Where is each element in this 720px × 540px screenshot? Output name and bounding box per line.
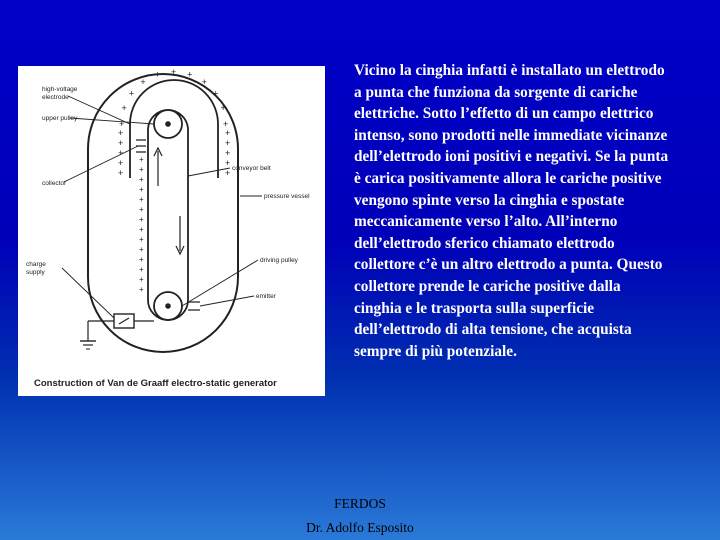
charge-plus-mark: +	[139, 195, 144, 204]
charge-plus-mark: +	[139, 235, 144, 244]
charge-plus-mark: +	[225, 148, 231, 158]
label-upper-pulley: upper pulley	[42, 115, 78, 122]
label-driving-pulley: driving pulley	[260, 257, 298, 264]
charge-plus-mark: +	[139, 275, 144, 284]
charge-plus-mark: +	[139, 225, 144, 234]
charge-plus-mark: +	[225, 158, 231, 168]
charge-plus-mark: +	[139, 245, 144, 254]
charge-plus-mark: +	[139, 175, 144, 184]
label-pressure-vessel: pressure vessel	[264, 193, 310, 200]
footer-author: Dr. Adolfo Esposito	[306, 520, 414, 535]
belt-charges	[139, 155, 144, 294]
charge-plus-mark: +	[139, 205, 144, 214]
van-de-graaff-figure	[18, 66, 325, 396]
body-text: Vicino la cinghia infatti è installato un elettrodo a punta che funziona da sorgente di cariche elettriche. Sotto l’effetto di un campo elettrico intenso, sono prodotti nelle immediate vicinanze dell’elettrodo ioni positivi e negativi. Se la punta è carica positivamente allora le cariche positive vengono spinte verso la cinghia e spostate meccanicamente verso l’alto. All’interno dell’elettrodo sferico chiamato elettrodo collettore c’è un altro elettrodo a punta. Questo collettore prende le cariche positive dalla cinghia e le trasporta sulla superficie dell’elettrodo di alta tensione, che acquista sempre di più potenziale.	[354, 62, 669, 360]
label-conveyor-belt: conveyor belt	[232, 165, 271, 172]
charge-plus-mark: +	[139, 285, 144, 294]
label-collector: collector	[42, 180, 67, 187]
label-high-voltage-electrode-2: electrode	[42, 94, 69, 101]
charge-plus-mark: +	[154, 69, 161, 80]
charge-plus-mark: +	[171, 67, 177, 77]
charge-plus-mark: +	[118, 138, 124, 148]
charge-plus-mark: +	[121, 102, 127, 113]
charge-plus-mark: +	[139, 215, 144, 224]
charge-plus-mark: +	[225, 168, 231, 178]
charge-plus-mark: +	[139, 265, 144, 274]
footer-org: FERDOS	[334, 496, 386, 511]
label-high-voltage-electrode-1: high-voltage	[42, 86, 78, 93]
figure-caption: Construction of Van de Graaff electro-static generator	[34, 378, 277, 389]
charge-plus-mark: +	[128, 88, 135, 99]
charge-plus-mark: +	[139, 155, 144, 164]
emitter	[188, 302, 200, 310]
charge-plus-mark: +	[139, 185, 144, 194]
charge-plus-mark: +	[187, 69, 193, 80]
charge-plus-mark: +	[223, 119, 229, 129]
pressure-vessel	[88, 74, 238, 352]
label-charge-supply-1: charge	[26, 261, 46, 268]
charge-plus-mark: +	[220, 102, 226, 113]
charge-plus-mark: +	[201, 76, 207, 87]
charge-plus-mark: +	[118, 148, 124, 158]
conveyor-belt	[148, 110, 188, 320]
charge-plus-mark: +	[119, 119, 125, 129]
charge-plus-mark: +	[139, 255, 144, 264]
charge-plus-mark: +	[140, 76, 146, 87]
charge-plus-mark: +	[225, 138, 231, 148]
label-charge-supply-2: supply	[26, 269, 45, 276]
label-emitter: emitter	[256, 293, 276, 300]
charge-plus-mark: +	[225, 128, 231, 138]
charge-plus-mark: +	[118, 168, 124, 178]
charge-plus-mark: +	[213, 88, 219, 99]
charge-plus-mark: +	[139, 165, 144, 174]
charge-plus-mark: +	[118, 128, 124, 138]
charge-plus-mark: +	[118, 158, 124, 168]
